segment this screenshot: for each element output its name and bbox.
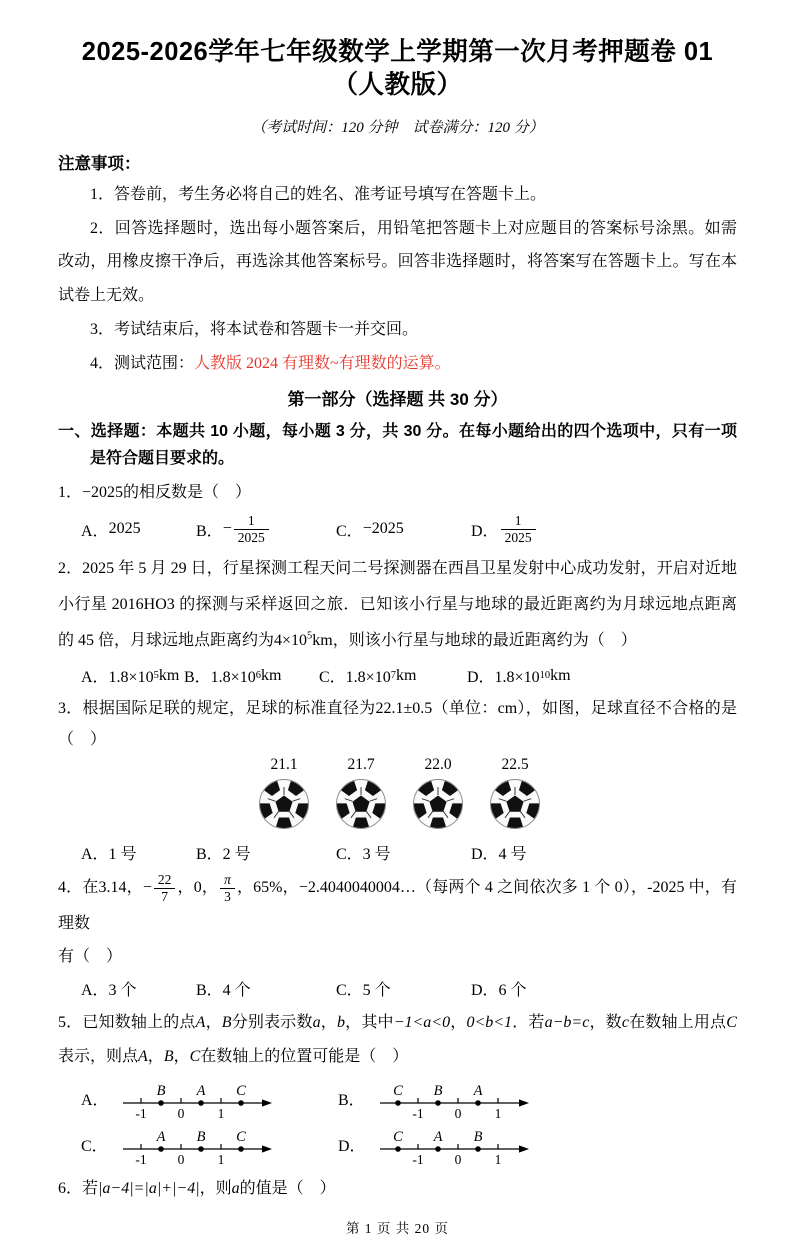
number-line-option	[338, 1122, 595, 1167]
note-item-3: 3．考试结束后，将本试卷和答题卡一并交回。	[90, 321, 419, 339]
page-footer: 第 1 页 共 20 页	[345, 1220, 450, 1236]
svg-text:-1: -1	[412, 1151, 424, 1167]
option-C: C． −2025	[336, 520, 404, 540]
soccer-ball-icon	[410, 775, 466, 831]
number-line-option	[81, 1076, 338, 1121]
note-item-2: 2．回答选择题时，选出每小题答案后，用铅笔把答题卡上对应题目的答案标号涂黑。如需改动，用橡皮擦干净后，再选涂其他答案标号。回答非选择题时，将答案写在答题卡上。写在本试卷上无效。	[58, 219, 737, 305]
svg-text:-1: -1	[135, 1105, 147, 1121]
question-text: 3．根据国际足联的规定，足球的标准直径为22.1±0.5（单位：cm），如图，足球直径不合格的是（ ）	[58, 700, 737, 749]
question-2	[58, 551, 737, 687]
svg-text:1: 1	[494, 1105, 502, 1121]
question-4: 4．在3.14，− $\frac{22}{7}$ ，0， $\frac{\pi}{3}$ ，65%，−2.4040040004…（每两个 4 之间依次多 1 个 0），-2025 中，有理数 有（ ） A．3 个 B．4 个 C．5 个 D．6 个	[58, 870, 737, 1000]
soccer-balls-figure	[256, 756, 737, 836]
ball-diameter-label: 22.0	[424, 755, 452, 773]
ball-diameter-label: 22.5	[501, 755, 529, 773]
notes-heading: 注意事项：	[58, 155, 141, 174]
option-C: C．3 号	[336, 845, 391, 863]
svg-text:C: C	[393, 1128, 403, 1145]
svg-text:0: 0	[177, 1105, 185, 1121]
question-5	[58, 1006, 737, 1167]
fraction: $\frac{22}{7}$	[154, 872, 176, 904]
question-1-options	[58, 513, 737, 545]
soccer-ball-icon	[487, 775, 543, 831]
question-6	[58, 1173, 737, 1205]
svg-text:C: C	[393, 1082, 403, 1099]
svg-text:1: 1	[494, 1151, 502, 1167]
option-B: B．2 号	[196, 845, 251, 863]
note-item-4-prefix: 4．测试范围：	[90, 355, 195, 373]
note-item-4-scope: 人教版 2024 有理数~有理数的运算。	[194, 355, 451, 373]
svg-text:B: B	[156, 1082, 166, 1099]
question-3-options	[58, 841, 737, 864]
option-D: D．1.8×10 10 km	[467, 666, 571, 687]
question-3	[58, 693, 737, 863]
exam-info: （考试时间：120 分钟 试卷满分：120 分）	[251, 120, 544, 137]
option-label: A．	[81, 1091, 109, 1109]
question-text: 6．若|a−4|=|a|+|−4|，则a的值是（ ）	[58, 1179, 336, 1197]
option-C: C．5 个	[336, 982, 391, 1000]
option-label: C．	[81, 1137, 108, 1155]
soccer-ball-item	[487, 756, 543, 836]
question-type-intro: 一、选择题：本题共 10 小题，每小题 3 分，共 30 分。在每小题给出的四个选项中，只有一项是符合题目要求的。	[58, 422, 737, 467]
note-item-1: 1．答卷前，考生务必将自己的姓名、准考证号填写在答题卡上。	[90, 185, 547, 203]
svg-text:A: A	[433, 1128, 443, 1145]
number-line-figure	[115, 1122, 273, 1167]
number-line-row	[58, 1122, 737, 1167]
soccer-ball-item	[333, 756, 389, 836]
option-A: A． 2025	[81, 520, 141, 540]
svg-text:C: C	[236, 1128, 246, 1145]
svg-text:C: C	[236, 1082, 246, 1099]
option-label: D．	[338, 1137, 366, 1155]
svg-text:B: B	[196, 1128, 206, 1145]
number-line-figure	[115, 1076, 273, 1121]
question-1	[58, 477, 737, 545]
option-A: A．1.8×10 5 km	[81, 666, 180, 687]
number-line-figure	[372, 1122, 530, 1167]
note-item-4	[58, 347, 737, 381]
svg-text:0: 0	[454, 1151, 462, 1167]
number-line-option	[81, 1122, 338, 1167]
svg-text:1: 1	[217, 1151, 225, 1167]
number-line-option	[338, 1076, 595, 1121]
question-text: 5．已知数轴上的点A，B分别表示数a，b，其中−1<a<0，0<b<1．若a−b=c，数c在数轴上用点C表示，则点A，B，C在数轴上的位置可能是（ ）	[58, 1014, 737, 1066]
soccer-ball-icon	[256, 775, 312, 831]
fraction: $\frac{1}{2025}$	[234, 513, 269, 545]
number-line-figure	[372, 1076, 530, 1121]
option-D: D．4 号	[471, 845, 527, 863]
ball-diameter-label: 21.7	[347, 755, 375, 773]
question-4-options	[58, 977, 737, 1000]
section-heading: 第一部分（选择题 共 30 分）	[287, 390, 508, 410]
option-label: B．	[338, 1091, 365, 1109]
fraction: $\frac{1}{2025}$	[501, 513, 536, 545]
svg-text:B: B	[473, 1128, 483, 1145]
svg-text:1: 1	[217, 1105, 225, 1121]
question-text: 2．2025 年 5 月 29 日，行星探测工程天问二号探测器在西昌卫星发射中心成功发射，开启对近地小行星 2016HO3 的探测与采样返回之旅．已知该小行星与地球的最近距离约为月球远地点距离的 45 倍，月球远地点距离约为$4\times 10^5km$，则该小行星与地球的最近距离约为（ ）	[58, 560, 737, 650]
svg-text:0: 0	[177, 1151, 185, 1167]
svg-text:A: A	[473, 1082, 483, 1099]
question-number: 1．	[58, 484, 83, 502]
option-D: D． $\frac{1}{2025}$	[471, 513, 737, 545]
option-A: A．1 号	[81, 845, 137, 863]
question-text: 4．在3.14，− $\frac{22}{7}$ ，0， $\frac{\pi}{3}$ ，65%，−2.4040040004…（每两个 4 之间依次多 1 个 0），-2025 中，有理数	[58, 871, 737, 932]
question-text: −2025的相反数是（ ）	[82, 484, 252, 502]
question-5-figures	[58, 1076, 737, 1167]
number-line-row	[58, 1076, 737, 1121]
soccer-ball-item	[256, 756, 312, 836]
soccer-ball-icon	[333, 775, 389, 831]
option-B: B． − $\frac{1}{2025}$	[196, 513, 336, 545]
option-A: A．3 个	[81, 982, 137, 1000]
svg-text:0: 0	[454, 1105, 462, 1121]
fraction: $\frac{\pi}{3}$	[220, 872, 235, 904]
ball-diameter-label: 21.1	[270, 755, 298, 773]
svg-text:-1: -1	[412, 1105, 424, 1121]
option-D: D．6 个	[471, 982, 527, 1000]
svg-text:A: A	[196, 1082, 206, 1099]
soccer-ball-item	[410, 756, 466, 836]
option-B: B．1.8×10 6 km	[184, 666, 282, 687]
exam-title: 2025-2026学年七年级数学上学期第一次月考押题卷 01（人教版）	[81, 38, 714, 100]
svg-text:A: A	[156, 1128, 166, 1145]
svg-text:B: B	[433, 1082, 443, 1099]
option-B: B．4 个	[196, 982, 251, 1000]
option-C: C．1.8×10 7 km	[319, 666, 417, 687]
question-2-options	[58, 664, 737, 687]
svg-text:-1: -1	[135, 1151, 147, 1167]
